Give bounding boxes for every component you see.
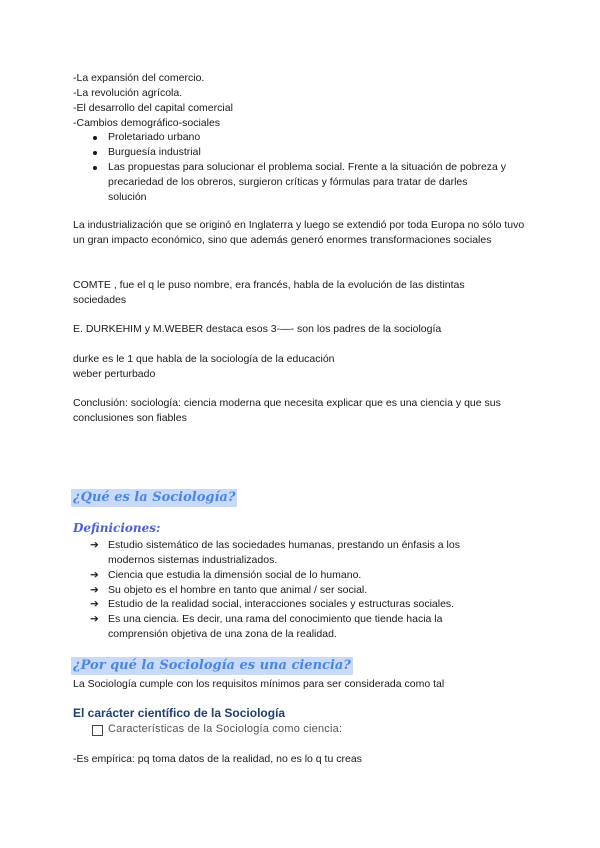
intro-line: -El desarrollo del capital comercial	[73, 102, 233, 114]
paragraph-comte: COMTE , fue el q le puso nombre, era francés, habla de la evolución de las distintas sociedades	[73, 279, 465, 306]
definition-item: Estudio sistemático de las sociedades humanas, prestando un énfasis a los modernos sistemas industrializados.	[108, 539, 460, 566]
note-durke: durke es le 1 que habla de la sociología de la educación	[73, 353, 335, 365]
definition-item: Su objeto es el hombre en tanto que animal / ser social.	[108, 584, 368, 596]
note-weber: weber perturbado	[73, 368, 156, 380]
arrow-right-icon: ➔	[90, 598, 99, 610]
definition-item: Estudio de la realidad social, interacciones sociales y estructuras sociales.	[108, 598, 455, 610]
bullet-item: Proletariado urbano	[108, 131, 201, 143]
definition-item: Ciencia que estudia la dimensión social de lo humano.	[108, 569, 362, 581]
definiciones-label: Definiciones:	[73, 521, 161, 535]
arrow-right-icon: ➔	[90, 569, 99, 581]
bullet-item: Las propuestas para solucionar el problema social. Frente a la situación de pobreza y precariedad de los obreros, surgieron críticas y fórmulas para tratar de darles solución	[108, 161, 507, 203]
heading-por-que-ciencia: ¿Por qué la Sociología es una ciencia?	[73, 658, 351, 673]
bullet-dot-icon	[93, 166, 97, 170]
paragraph-industrializacion: La industrialización que se originó en Inglaterra y luego se extendió por toda Europa no sólo tuvo un gran impacto económico, sino que además generó enormes transformaciones sociales	[73, 219, 525, 246]
subheading-caracter-cientifico: El carácter científico de la Sociología	[73, 706, 286, 720]
bullet-dot-icon	[93, 136, 97, 140]
bullet-dot-icon	[93, 151, 97, 155]
paragraph-empirica: -Es empírica: pq toma datos de la realidad, no es lo q tu creas	[73, 753, 362, 765]
arrow-right-icon: ➔	[90, 613, 99, 625]
arrow-right-icon: ➔	[90, 539, 99, 551]
definition-item: Es una ciencia. Es decir, una rama del conocimiento que tiende hacia la comprensión objetiva de una zona de la realidad.	[108, 613, 443, 640]
checkbox-label: Características de la Sociología como ciencia:	[108, 723, 343, 735]
paragraph-durkehim: E. DURKEHIM y M.WEBER destaca esos 3-—- son los padres de la sociología	[73, 323, 442, 335]
intro-line: -La revolución agrícola.	[73, 87, 183, 99]
intro-line: -La expansión del comercio.	[73, 72, 205, 84]
paragraph-conclusion: Conclusión: sociología: ciencia moderna que necesita explicar que es una ciencia y que sus conclusiones son fiables	[73, 397, 501, 424]
checkbox[interactable]	[92, 725, 103, 736]
heading-que-es-sociologia: ¿Qué es la Sociología?	[73, 490, 236, 505]
arrow-right-icon: ➔	[90, 584, 99, 596]
bullet-item: Burguesía industrial	[108, 146, 201, 158]
paragraph-requisitos: La Sociología cumple con los requisitos mínimos para ser considerada como tal	[73, 678, 445, 690]
intro-line: -Cambios demográfico-sociales	[73, 117, 221, 129]
